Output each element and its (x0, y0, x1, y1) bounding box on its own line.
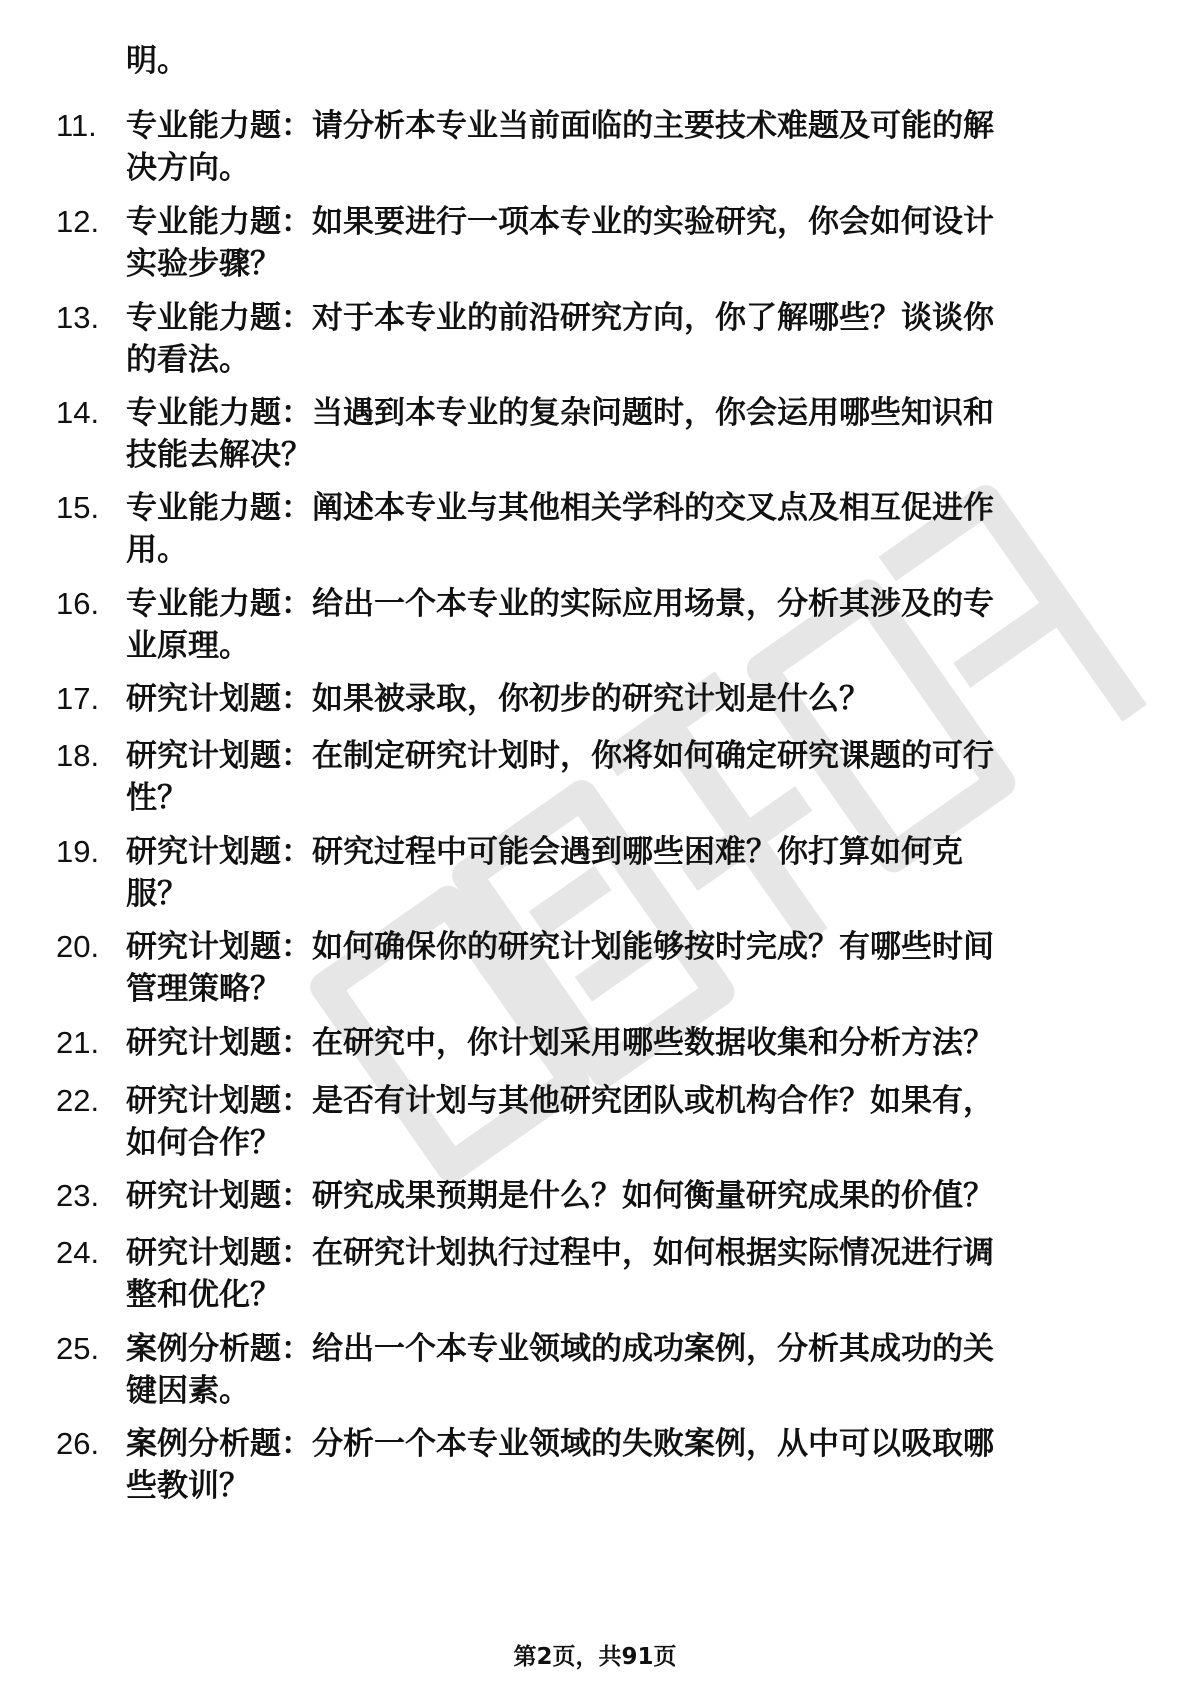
question-text (126, 735, 1116, 819)
question-number: 24. (56, 1235, 100, 1270)
question-line: 研究计划题：如何确保你的研究计划能够按时完成？有哪些时间 (126, 929, 994, 965)
question-text (126, 831, 1116, 915)
question-line: 性？ (126, 780, 188, 816)
question-text (126, 487, 1116, 571)
question-line: 的看法。 (126, 342, 250, 378)
question-line: 业原理。 (126, 628, 250, 664)
question-text (126, 1328, 1116, 1412)
question-line: 决方向。 (126, 150, 250, 186)
question-line: 研究计划题：是否有计划与其他研究团队或机构合作？如果有， (126, 1083, 994, 1119)
question-number: 23. (56, 1178, 100, 1213)
question-line: 专业能力题：给出一个本专业的实际应用场景，分析其涉及的专 (126, 586, 994, 622)
question-text (126, 297, 1116, 381)
question-text (126, 392, 1116, 476)
question-text (126, 201, 1116, 285)
continuation-text: 明。 (126, 43, 188, 79)
question-number: 11. (56, 108, 97, 143)
question-text (126, 1232, 1116, 1316)
question-line: 专业能力题：请分析本专业当前面临的主要技术难题及可能的解 (126, 108, 994, 144)
question-line: 研究计划题：在研究计划执行过程中，如何根据实际情况进行调 (126, 1235, 994, 1271)
question-number: 19. (56, 834, 100, 869)
question-number: 22. (56, 1083, 100, 1118)
question-line: 案例分析题：分析一个本专业领域的失败案例，从中可以吸取哪 (126, 1426, 994, 1462)
question-line: 研究计划题：在制定研究计划时，你将如何确定研究课题的可行 (126, 738, 994, 774)
question-number: 25. (56, 1331, 100, 1366)
question-line: 专业能力题：阐述本专业与其他相关学科的交叉点及相互促进作 (126, 490, 994, 526)
question-line: 服？ (126, 876, 188, 912)
question-number: 12. (56, 204, 100, 239)
question-text (126, 678, 1116, 720)
question-text (126, 1423, 1116, 1507)
page-footer: 第2页，共91页 (513, 1644, 677, 1670)
question-text (126, 1080, 1116, 1164)
question-number: 26. (56, 1426, 100, 1461)
question-line: 专业能力题：当遇到本专业的复杂问题时，你会运用哪些知识和 (126, 395, 994, 431)
question-line: 专业能力题：对于本专业的前沿研究方向，你了解哪些？谈谈你 (126, 300, 994, 336)
question-text (126, 1022, 1116, 1064)
question-number: 16. (56, 586, 100, 621)
question-number: 21. (56, 1025, 100, 1060)
question-line: 技能去解决？ (126, 437, 312, 473)
question-number: 18. (56, 738, 100, 773)
question-line: 案例分析题：给出一个本专业领域的成功案例，分析其成功的关 (126, 1331, 994, 1367)
question-number: 13. (56, 300, 100, 335)
question-text (126, 105, 1116, 189)
question-text (126, 583, 1116, 667)
question-line: 专业能力题：如果要进行一项本专业的实验研究，你会如何设计 (126, 204, 994, 240)
question-line: 研究计划题：如果被录取，你初步的研究计划是什么？ (126, 681, 870, 717)
question-number: 14. (56, 395, 100, 430)
question-line: 整和优化？ (126, 1277, 281, 1313)
question-number: 20. (56, 929, 100, 964)
question-line: 研究计划题：研究过程中可能会遇到哪些困难？你打算如何克 (126, 834, 963, 870)
question-line: 实验步骤？ (126, 246, 281, 282)
question-line: 管理策略？ (126, 971, 281, 1007)
question-line: 研究计划题：在研究中，你计划采用哪些数据收集和分析方法？ (126, 1025, 994, 1061)
question-number: 15. (56, 490, 100, 525)
question-number: 17. (56, 681, 100, 716)
question-line: 键因素。 (126, 1373, 250, 1409)
question-line: 研究计划题：研究成果预期是什么？如何衡量研究成果的价值？ (126, 1178, 994, 1214)
question-line: 用。 (126, 532, 188, 568)
question-text (126, 926, 1116, 1010)
question-text (126, 1175, 1116, 1217)
question-line: 些教训？ (126, 1468, 250, 1504)
question-line: 如何合作？ (126, 1125, 281, 1161)
